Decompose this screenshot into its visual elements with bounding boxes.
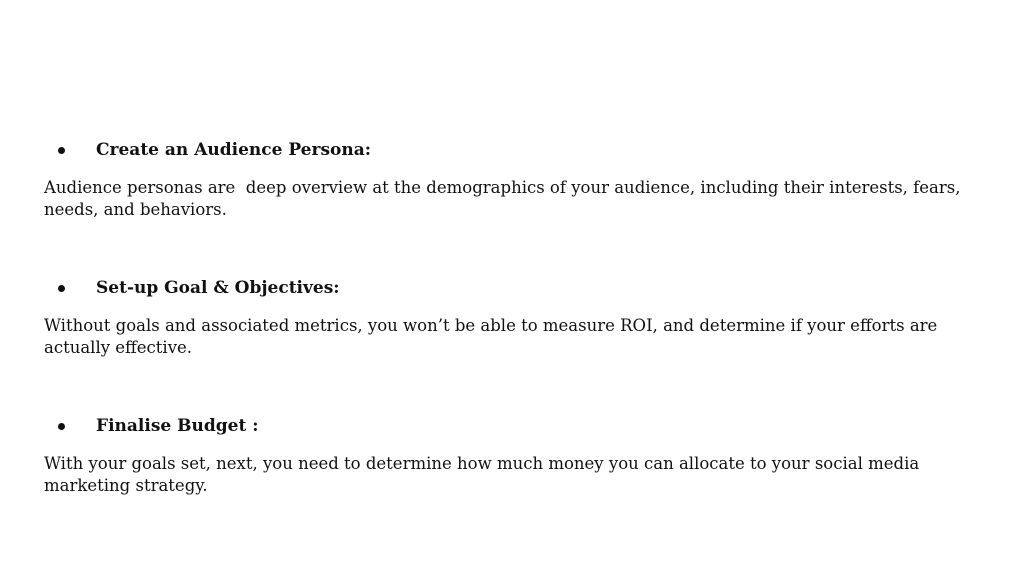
bullet-icon-container <box>58 139 65 161</box>
bullet-icon <box>58 285 65 292</box>
section-body: Audience personas are deep overview at the demographics of your audience, including their interests, fears, needs, and behaviors. <box>44 178 966 219</box>
section-heading: Finalise Budget : <box>96 416 259 436</box>
bullet-icon-container <box>58 277 65 299</box>
bullet-icon <box>58 423 65 430</box>
bullet-icon-container <box>58 415 65 437</box>
bullet-icon <box>58 147 65 154</box>
section-heading: Create an Audience Persona: <box>96 140 372 160</box>
section-body: With your goals set, next, you need to determine how much money you can allocate to your social media marketing strategy. <box>44 454 925 495</box>
section-heading: Set-up Goal & Objectives: <box>96 278 340 298</box>
section-body: Without goals and associated metrics, you won’t be able to measure ROI, and determine if your efforts are actually effective. <box>44 316 943 357</box>
